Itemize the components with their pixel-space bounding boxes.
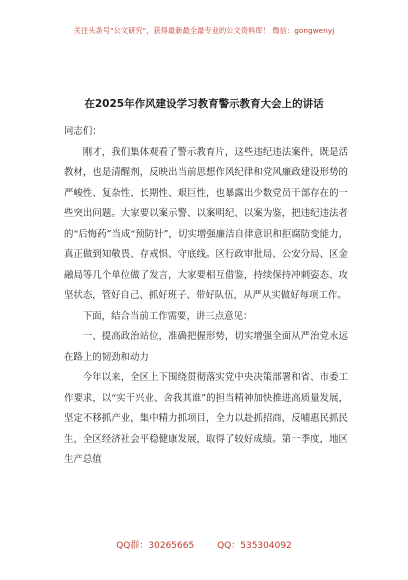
- paragraph-3: 今年以来，全区上下围绕贯彻落实党中央决策部署和省、市委工作要求，以“实干兴业、舍我其谁”的担当精神加快推进高质量发展，坚定不移抓产业，集中精力抓项目，全力以赴抓招商，反哺惠民抓民生，全区经济社会平稳健康发展，取得了较好成绩。第一季度，地区生产总值: [64, 372, 348, 465]
- salutation: 同志们：: [64, 126, 102, 137]
- paragraph-2: 下面，结合当前工作需要，讲三点意见：: [82, 310, 253, 322]
- document-title: 在2025年作风建设学习教育警示教育大会上的讲话: [84, 98, 324, 110]
- document-body: [64, 122, 348, 471]
- footer-qq-group: QQ群：30265665: [116, 541, 195, 551]
- header-notice: 关注头条号"公文研究"，获得最新最全最专业的公文资料库！ 微信：gongwenyj: [73, 26, 335, 35]
- section-heading-1: 一、提高政治站位，准确把握形势，切实增强全面从严治党永远在路上的韧劲和动力: [64, 331, 348, 363]
- footer-contact: [0, 538, 408, 551]
- paragraph-1: 刚才，我们集体观看了警示教育片，这些违纪违法案件，既是活教材，也是清醒剂，反映出当前思想作风纪律和党风廉政建设形势的严峻性、复杂性、长期性、艰巨性，也暴露出少数党员干部存在的一些突出问题。大家要以案示警、以案明纪、以案为鉴，把违纪违法者的“后悔药”当成“预防针”，切实增强廉洁自律意识和拒腐防变能力，真正做到知敬畏、存戒惧、守底线。区行政审批局、公安分局、区金融局等几个单位做了发言，大家要相互借鉴，持续保持冲刺姿态、攻坚状态，管好自己、抓好班子、带好队伍，从严从实做好每项工作。: [64, 146, 348, 301]
- footer-qq: QQ：535304092: [217, 541, 292, 551]
